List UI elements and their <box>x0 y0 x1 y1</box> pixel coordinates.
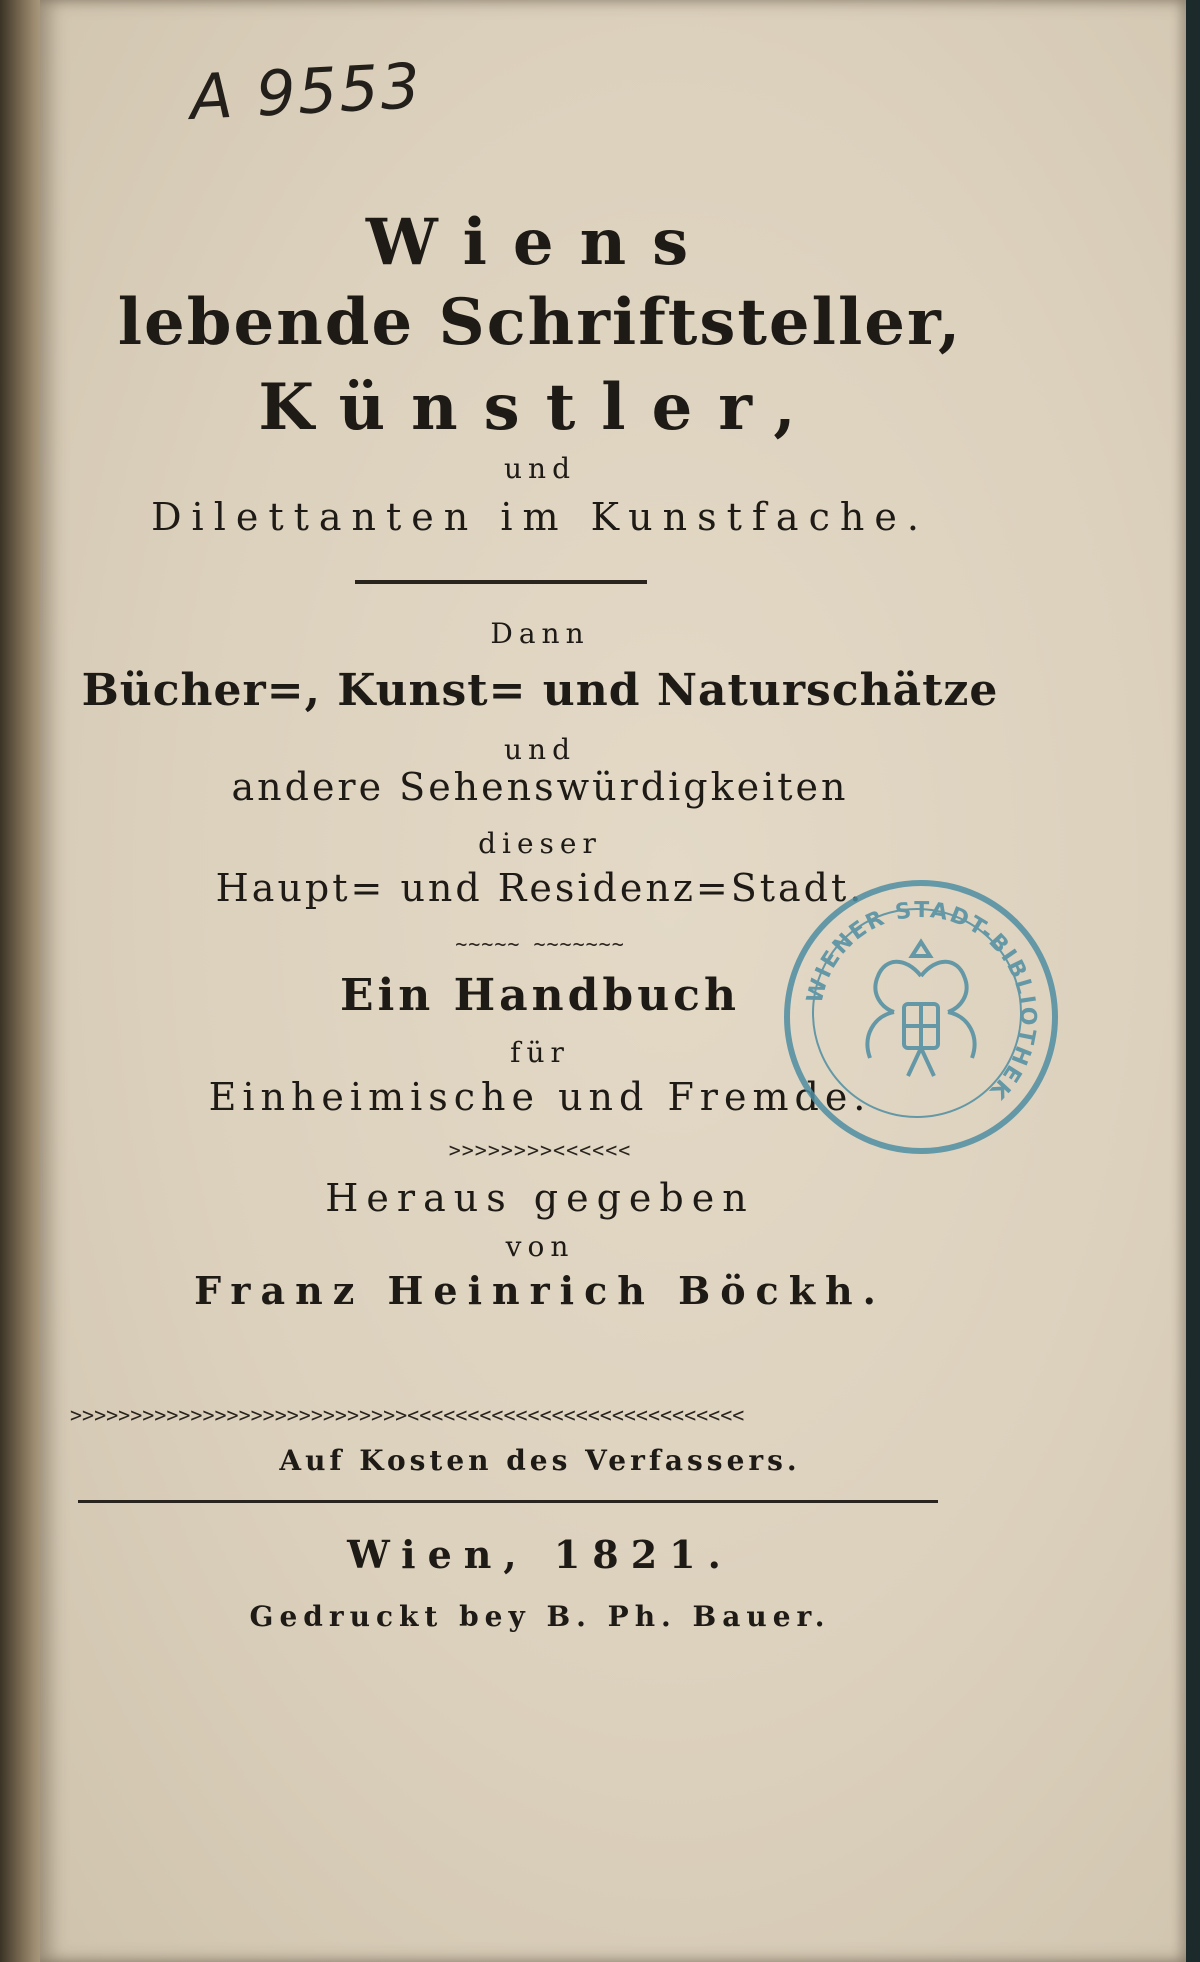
subtitle-line-2: Bücher=, Kunst= und Naturschätze <box>81 665 999 716</box>
stamp-text-ring <box>790 886 1052 1148</box>
divider-rule-2 <box>78 1500 938 1503</box>
publisher-note: Auf Kosten des Verfassers. <box>279 1444 801 1477</box>
editor-line-2: von <box>505 1230 575 1263</box>
subtitle-line-4: andere Sehenswürdigkeiten <box>231 765 849 809</box>
title-line-4: und <box>504 452 576 485</box>
stamp-text: WIENER STADT-BIBLIOTHEK <box>802 897 1041 1105</box>
handwritten-shelfmark: A 9553 <box>188 48 424 135</box>
title-line-1: Wiens <box>365 205 715 280</box>
title-line-2: lebende Schriftsteller, <box>117 285 963 360</box>
subtitle-line-5: dieser <box>478 827 602 860</box>
imprint-place-year: Wien, 1821. <box>347 1532 733 1577</box>
wave-ornament: ~~~~~ ~~~~~~~ <box>455 932 625 956</box>
handbook-line-3: Einheimische und Fremde. <box>208 1075 872 1119</box>
subtitle-line-3: und <box>504 733 576 766</box>
handbook-line-2: für <box>510 1036 570 1069</box>
handbook-line-1: Ein Handbuch <box>340 970 740 1021</box>
svg-text:WIENER STADT-BIBLIOTHEK <box>803 898 1040 1105</box>
library-stamp <box>784 880 1058 1154</box>
subtitle-line-6: Haupt= und Residenz=Stadt. <box>215 866 865 910</box>
title-line-3: Künstler, <box>258 370 822 445</box>
arrow-ornament-long: >>>>>>>>>>>>>>>>>>>>>>>>>>>><<<<<<<<<<<<<<<<<<<<<<<<<<<< <box>70 1403 745 1427</box>
imprint-printer: Gedruckt bey B. Ph. Bauer. <box>249 1600 831 1633</box>
arrow-ornament-short: >>>>>>>><<<<<< <box>448 1138 632 1162</box>
subtitle-line-1: Dann <box>490 617 590 650</box>
divider-rule-1 <box>355 580 647 584</box>
title-page <box>40 0 1186 1962</box>
title-line-5: Dilettanten im Kunstfache. <box>151 495 929 539</box>
editor-line-3: Franz Heinrich Böckh. <box>194 1268 886 1313</box>
editor-line-1: Heraus gegeben <box>325 1176 755 1220</box>
